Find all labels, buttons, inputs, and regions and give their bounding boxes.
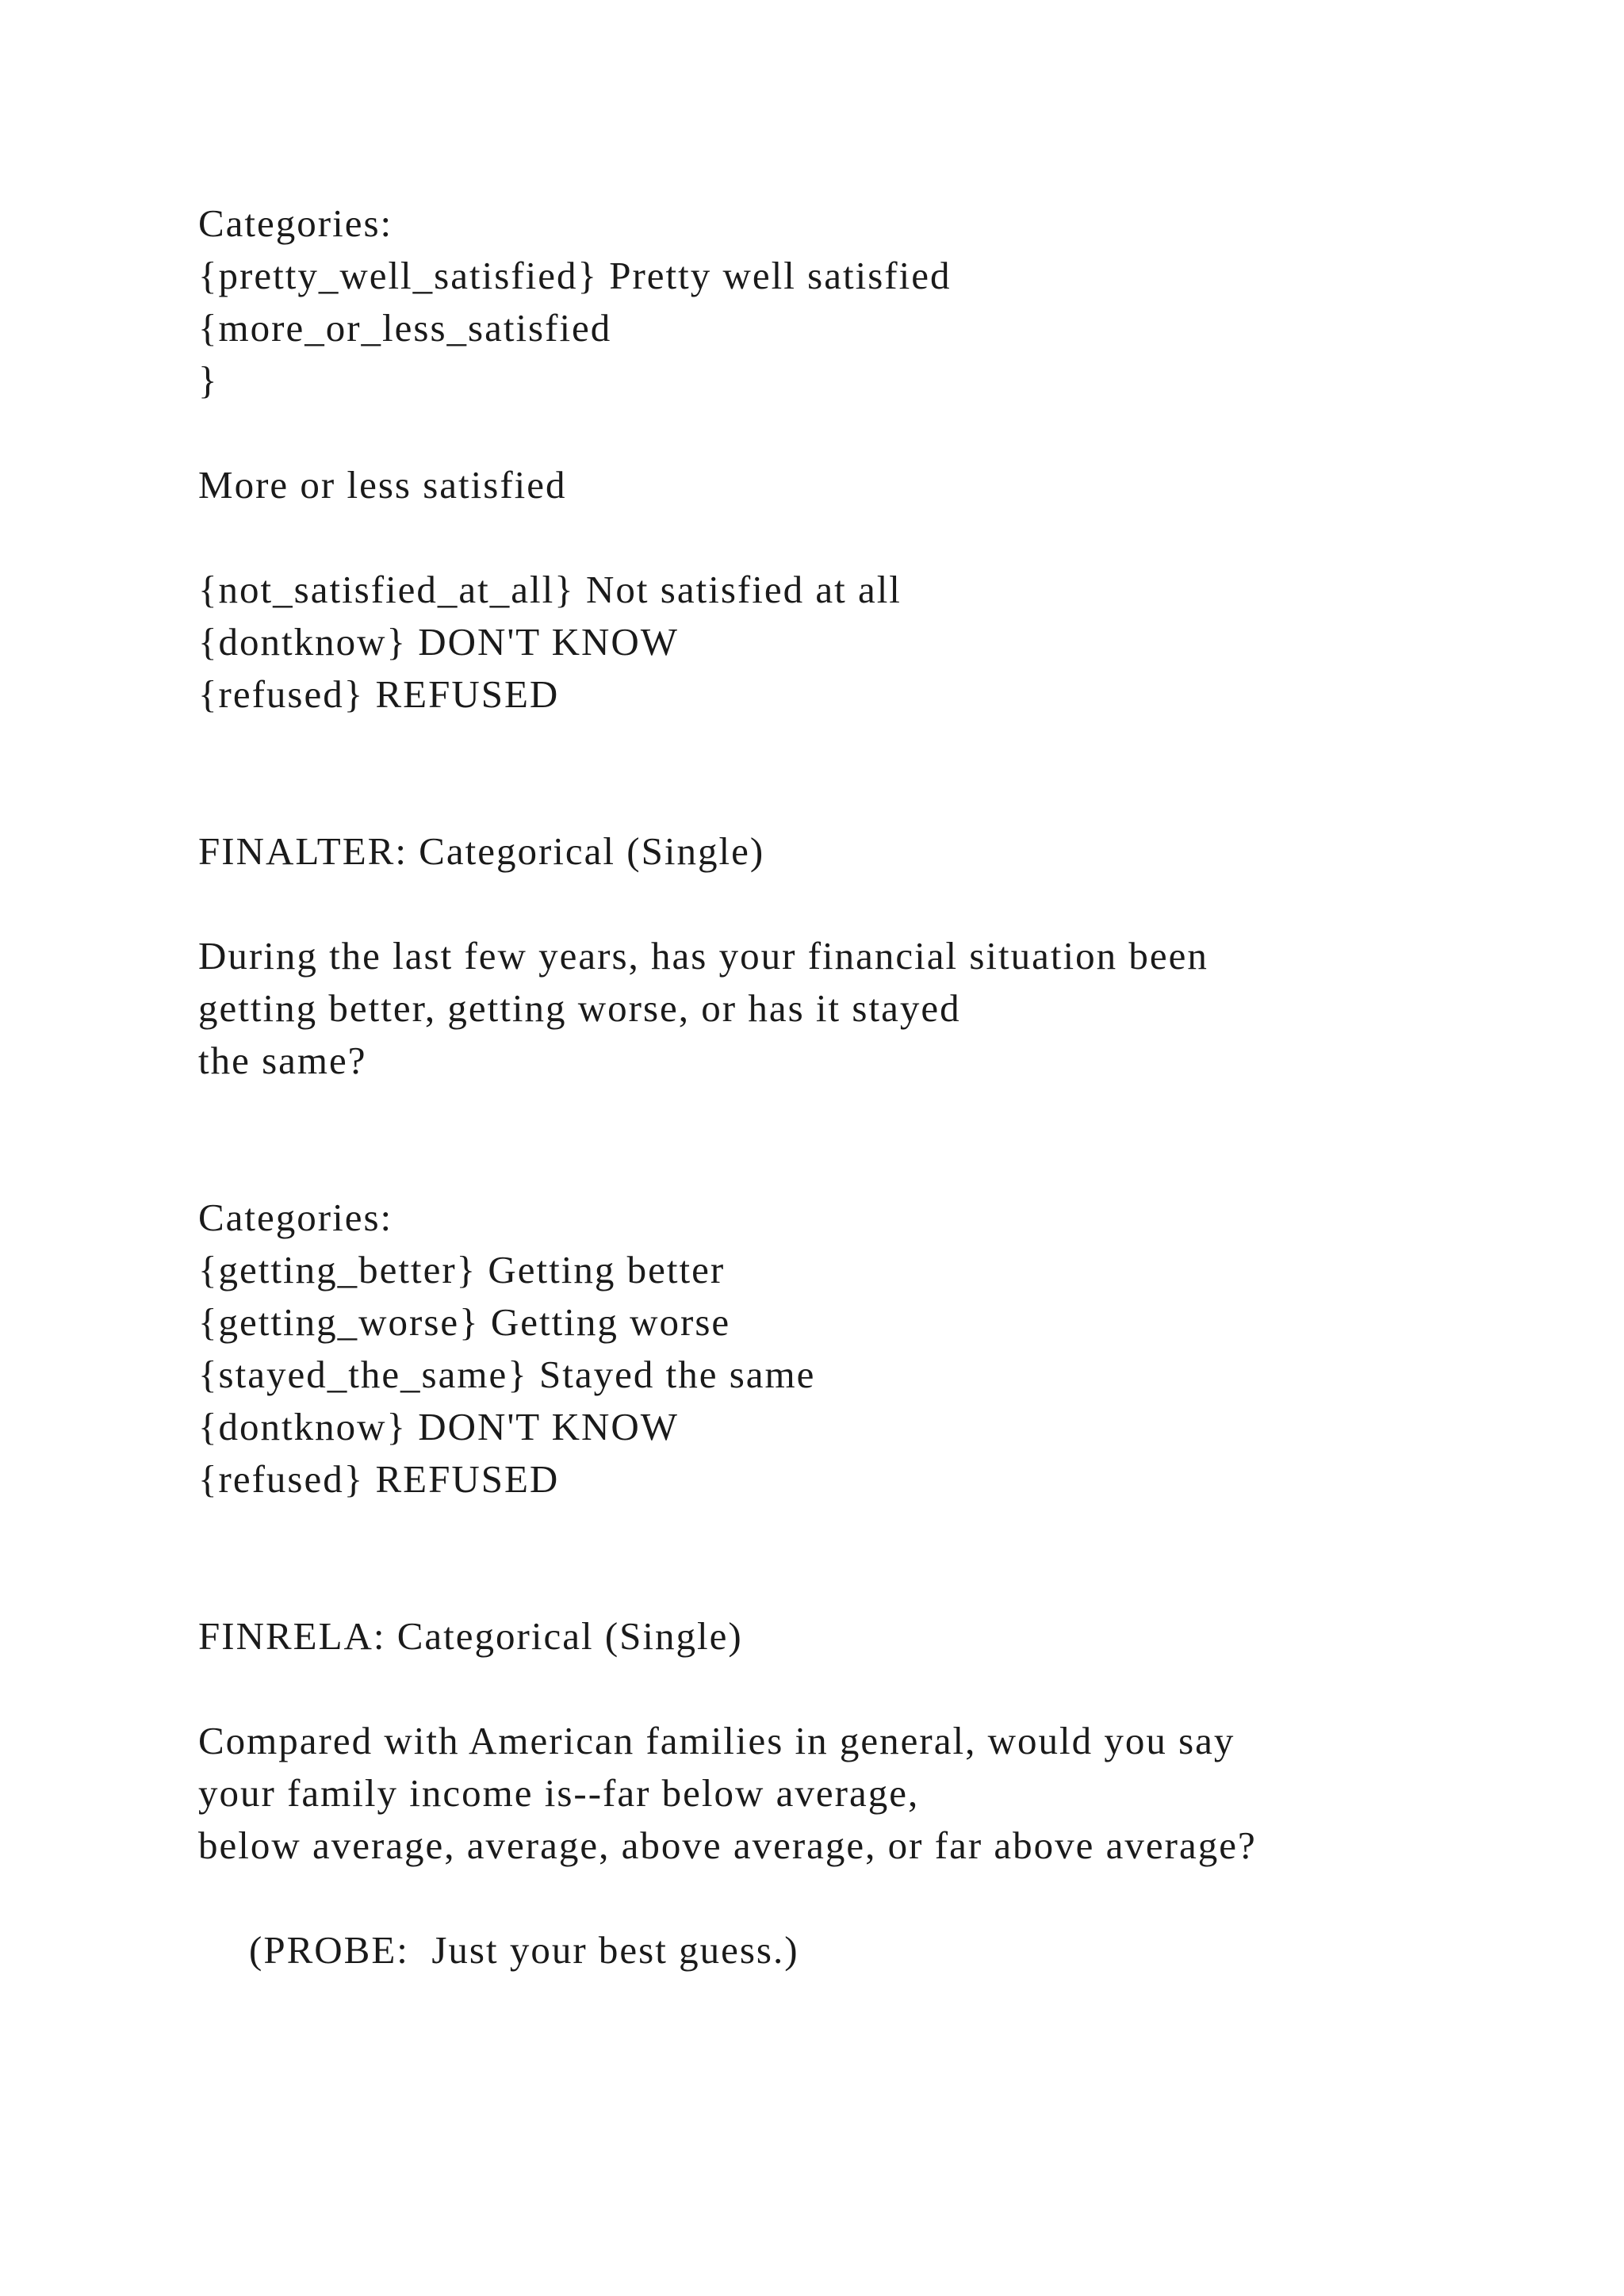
category-item: {refused} REFUSED [198,1457,560,1501]
category-item: {stayed_the_same} Stayed the same [198,1353,816,1396]
category-item: {getting_better} Getting better [198,1248,726,1292]
category-label: More or less satisfied [198,463,567,507]
question-text: Compared with American families in general, would you say [198,1719,1235,1762]
question-text: getting better, getting worse, or has it stayed [198,986,961,1030]
category-item: {more_or_less_satisfied [198,306,612,350]
category-item: {dontknow} DON'T KNOW [198,1405,679,1448]
category-item: {not_satisfied_at_all} Not satisfied at all [198,568,902,611]
categories-heading: Categories: [198,201,393,245]
question-text: During the last few years, has your financial situation been [198,934,1208,978]
category-item: {refused} REFUSED [198,672,560,716]
variable-title-finalter: FINALTER: Categorical (Single) [198,829,765,873]
category-item: } [198,358,219,402]
question-text: below average, average, above average, or far above average? [198,1823,1257,1867]
probe-text: (PROBE: Just your best guess.) [249,1928,799,1972]
categories-heading: Categories: [198,1196,393,1239]
variable-title-finrela: FINRELA: Categorical (Single) [198,1614,743,1658]
category-item: {dontknow} DON'T KNOW [198,620,679,664]
question-text: the same? [198,1039,367,1082]
category-item: {getting_worse} Getting worse [198,1300,731,1344]
category-item: {pretty_well_satisfied} Pretty well satisfied [198,254,952,297]
question-text: your family income is--far below average, [198,1771,920,1815]
